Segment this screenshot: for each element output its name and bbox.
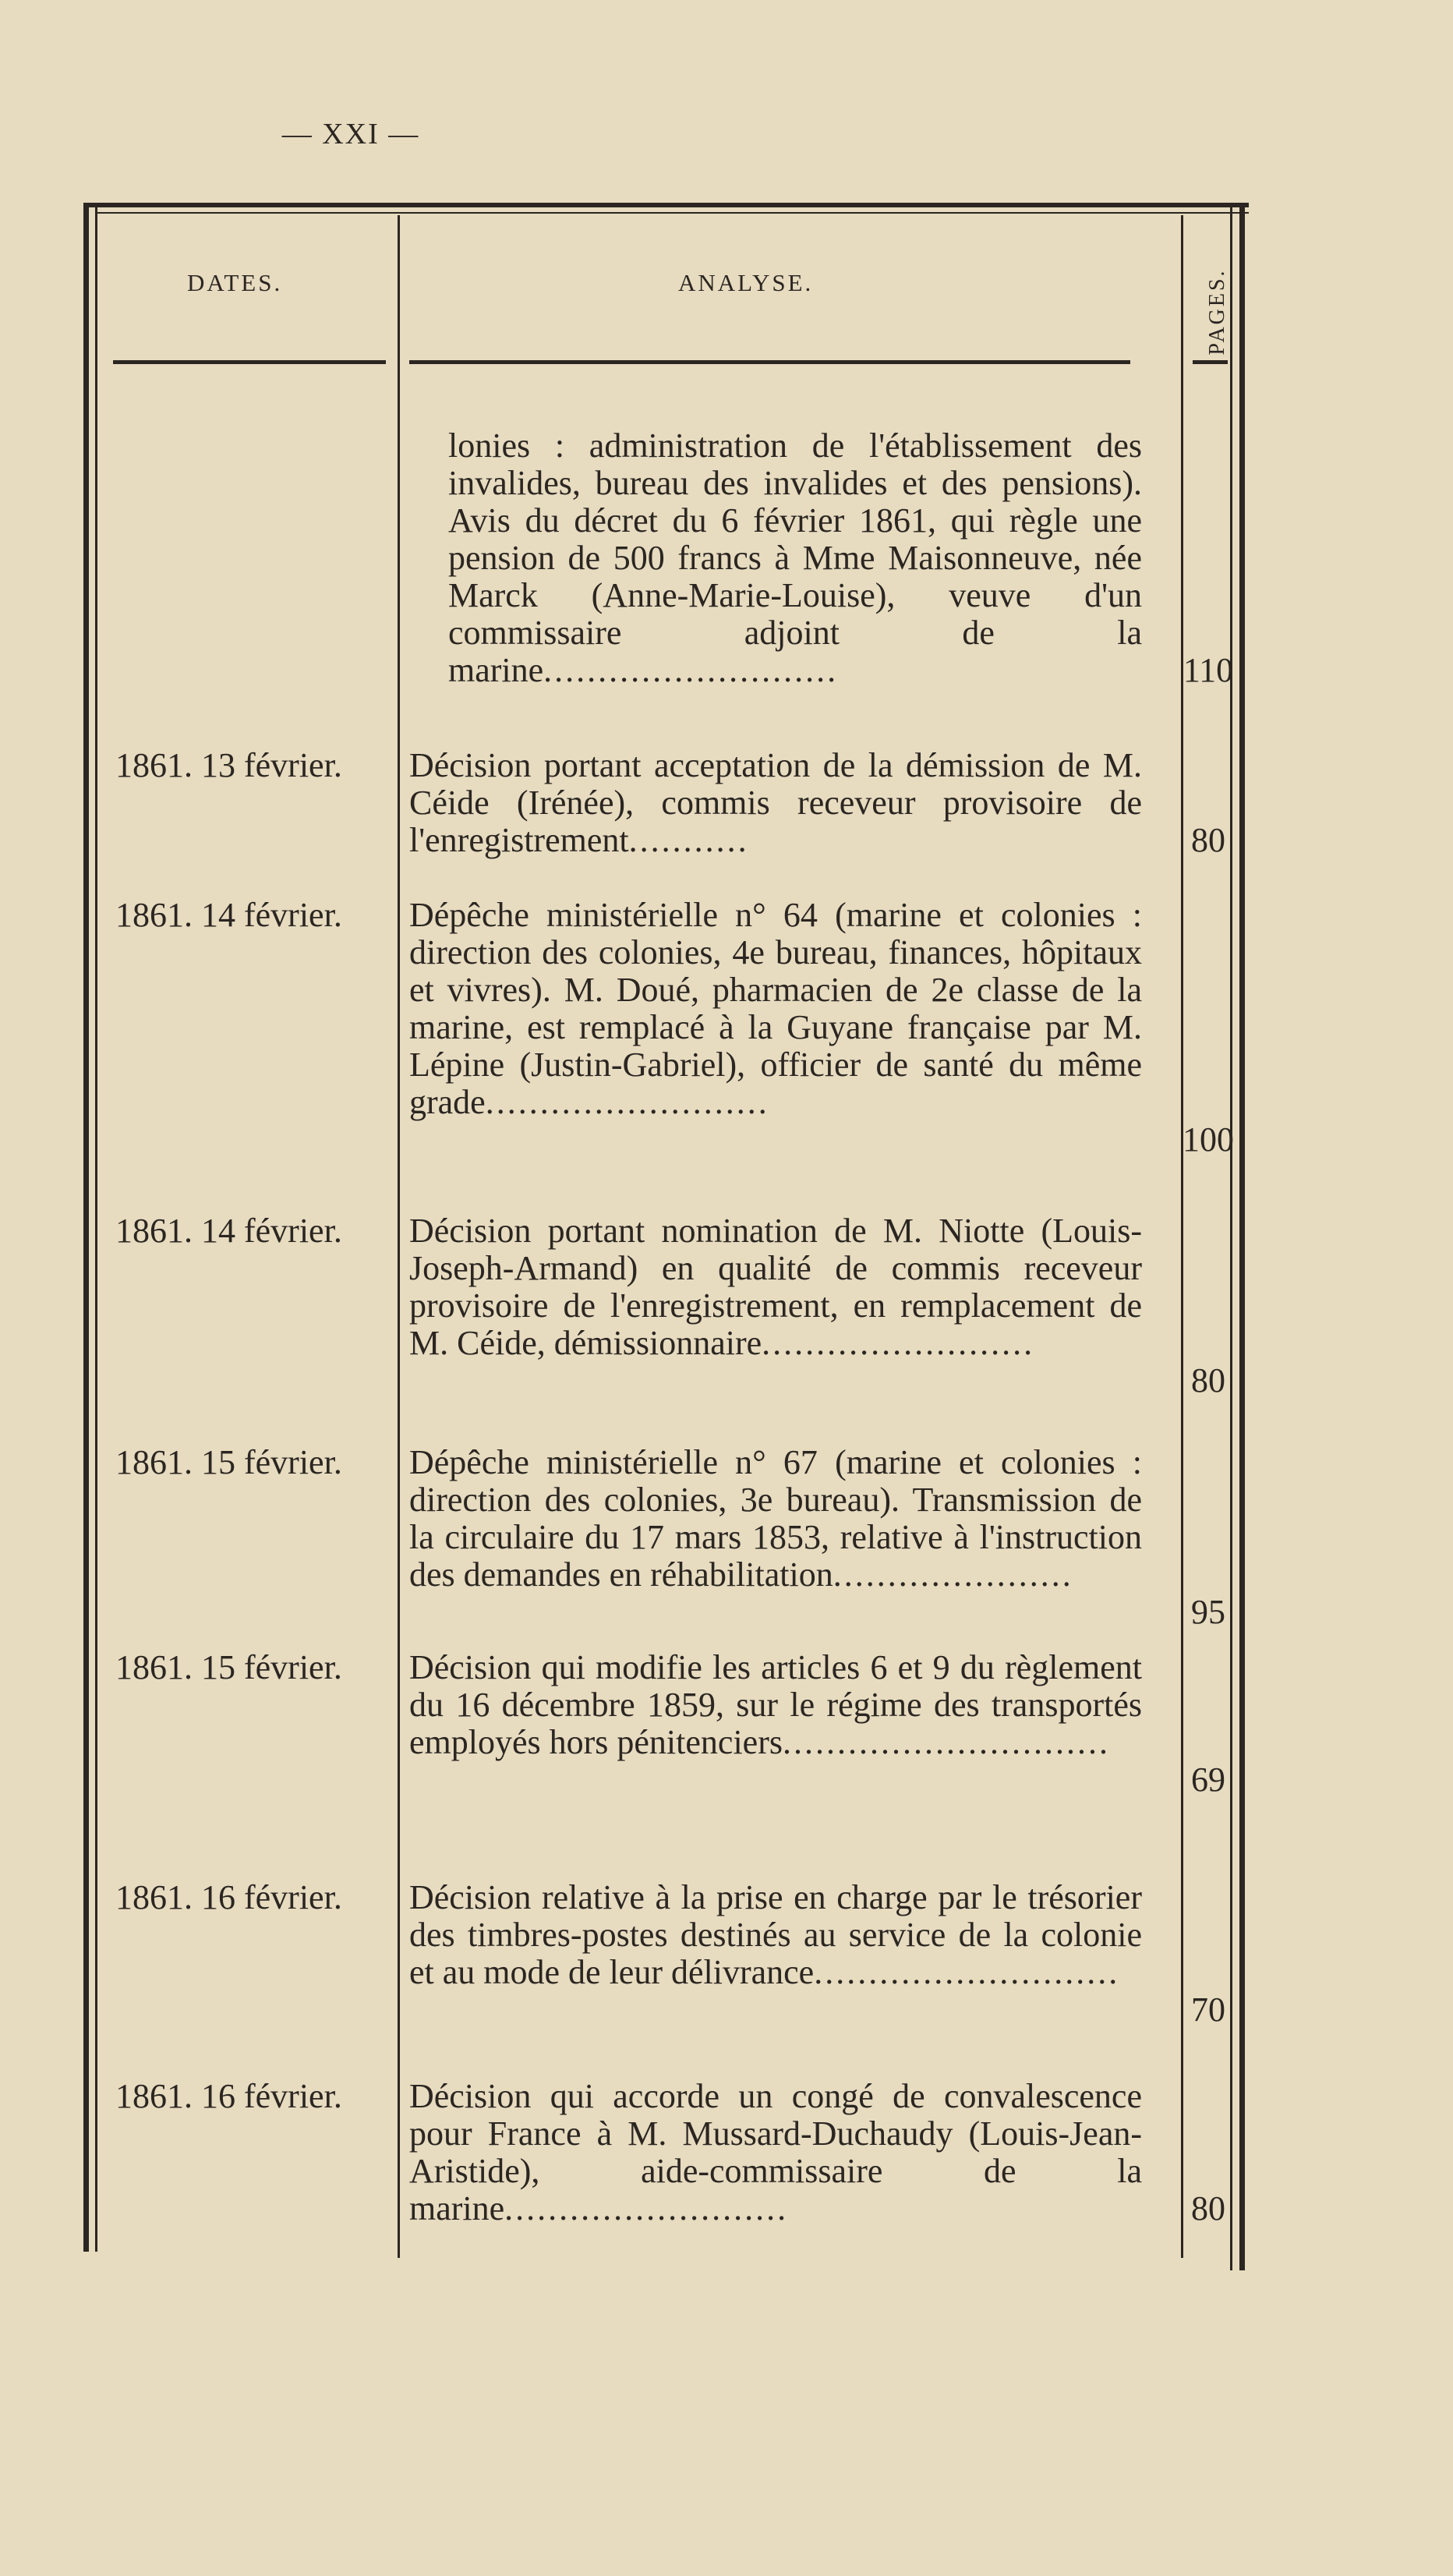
entry-date: 1861. 15 février.: [115, 1443, 342, 1481]
dot-leaders: ......................: [833, 1555, 1073, 1594]
entry-page: 80: [1191, 1361, 1225, 1399]
column-header-analyse: ANALYSE.: [678, 269, 814, 296]
table-right-border: [1239, 204, 1245, 2270]
page-number: — XXI —: [281, 118, 420, 150]
dot-leaders: ..........................: [485, 1083, 769, 1121]
entry-date: 1861. 14 février.: [115, 896, 342, 934]
entry-page: 110: [1183, 651, 1234, 689]
entry-analysis-text: Décision qui modifie les articles 6 et 9 du règlement du 16 décembre 1859, sur le régime des transportés employés hors pénitenciers: [409, 1648, 1142, 1761]
entry-analysis: [409, 1649, 1142, 1761]
entry-analysis: [409, 2078, 1142, 2227]
column-header-pages: PAGES.: [1205, 268, 1229, 356]
entry-analysis-text: Décision qui accorde un congé de convalescence pour France à M. Mussard-Duchaudy (Louis-Jean-Aristide), aide-commissaire de la marine: [409, 2077, 1142, 2227]
entry-analysis-text: Décision portant nomination de M. Niotte (Louis-Joseph-Armand) en qualité de commis receveur provisoire de l'enregistrement, en remplacement de M. Céide, démissionnaire: [409, 1212, 1142, 1362]
entry-analysis-text: Décision relative à la prise en charge par le trésorier des timbres-postes destinés au service de la colonie et au mode de leur délivrance: [409, 1878, 1142, 1991]
dot-leaders: .........................: [762, 1324, 1035, 1362]
entry-analysis: [409, 1212, 1142, 1362]
table-top-rule: [83, 203, 1249, 207]
entry-analysis-text: Décision portant acceptation de la démission de M. Céide (Irénée), commis receveur provisoire de l'enregistrement: [409, 746, 1142, 859]
entry-page: 95: [1191, 1593, 1225, 1631]
dot-leaders: ...........: [628, 821, 749, 859]
entry-page: 80: [1191, 2189, 1225, 2227]
dot-leaders: ...........................: [543, 651, 839, 689]
entry-page: 70: [1191, 1990, 1225, 2029]
dot-leaders: ............................: [814, 1953, 1120, 1991]
entry-date: 1861. 16 février.: [115, 1878, 342, 1916]
entry-date: 1861. 16 février.: [115, 2077, 342, 2115]
table-left-border-inner: [95, 204, 97, 2252]
column-header-dates: DATES.: [187, 269, 283, 296]
dot-leaders: ..........................: [504, 2189, 789, 2227]
entry-analysis-text: Dépêche ministérielle n° 64 (marine et colonies : direction des colonies, 4e bureau, finances, hôpitaux et vivres). M. Doué, pharmacien de 2e classe de la marine, est remplacé à la Guyane française par M. Lépine (Justin-Gabriel), officier de santé du même grade: [409, 896, 1142, 1121]
entry-date: 1861. 14 février.: [115, 1212, 342, 1250]
header-underline-pages: [1193, 360, 1228, 364]
entry-page: 80: [1191, 821, 1225, 859]
entry-analysis: [409, 427, 1142, 689]
table-right-border-inner: [1230, 204, 1232, 2270]
entry-analysis: [409, 897, 1142, 1121]
header-underline-analyse: [409, 360, 1130, 364]
entry-page: 69: [1191, 1760, 1225, 1799]
entry-analysis-text: lonies : administration de l'établissement des invalides, bureau des invalides et des pensions). Avis du décret du 6 février 1861, qui règle une pension de 500 francs à Mme Maisonneuve, née Marck (Anne-Marie-Louise), veuve d'un commissaire adjoint de la marine: [448, 426, 1142, 689]
entry-analysis: [409, 747, 1142, 859]
entry-analysis: [409, 1444, 1142, 1594]
column-divider-dates: [398, 215, 400, 2258]
entry-analysis-text: Dépêche ministérielle n° 67 (marine et colonies : direction des colonies, 3e bureau). Transmission de la circulaire du 17 mars 1853, relative à l'instruction des demandes en réhabilitation: [409, 1443, 1142, 1594]
header-underline-dates: [113, 360, 386, 364]
column-divider-pages: [1181, 215, 1183, 2258]
entry-analysis: [409, 1879, 1142, 1991]
entry-page: 100: [1183, 1120, 1234, 1159]
table-left-border: [83, 204, 89, 2252]
entry-date: 1861. 15 février.: [115, 1648, 342, 1686]
table-top-rule-inner: [95, 212, 1249, 214]
entry-date: 1861. 13 février.: [115, 746, 342, 784]
dot-leaders: ..............................: [782, 1723, 1110, 1761]
